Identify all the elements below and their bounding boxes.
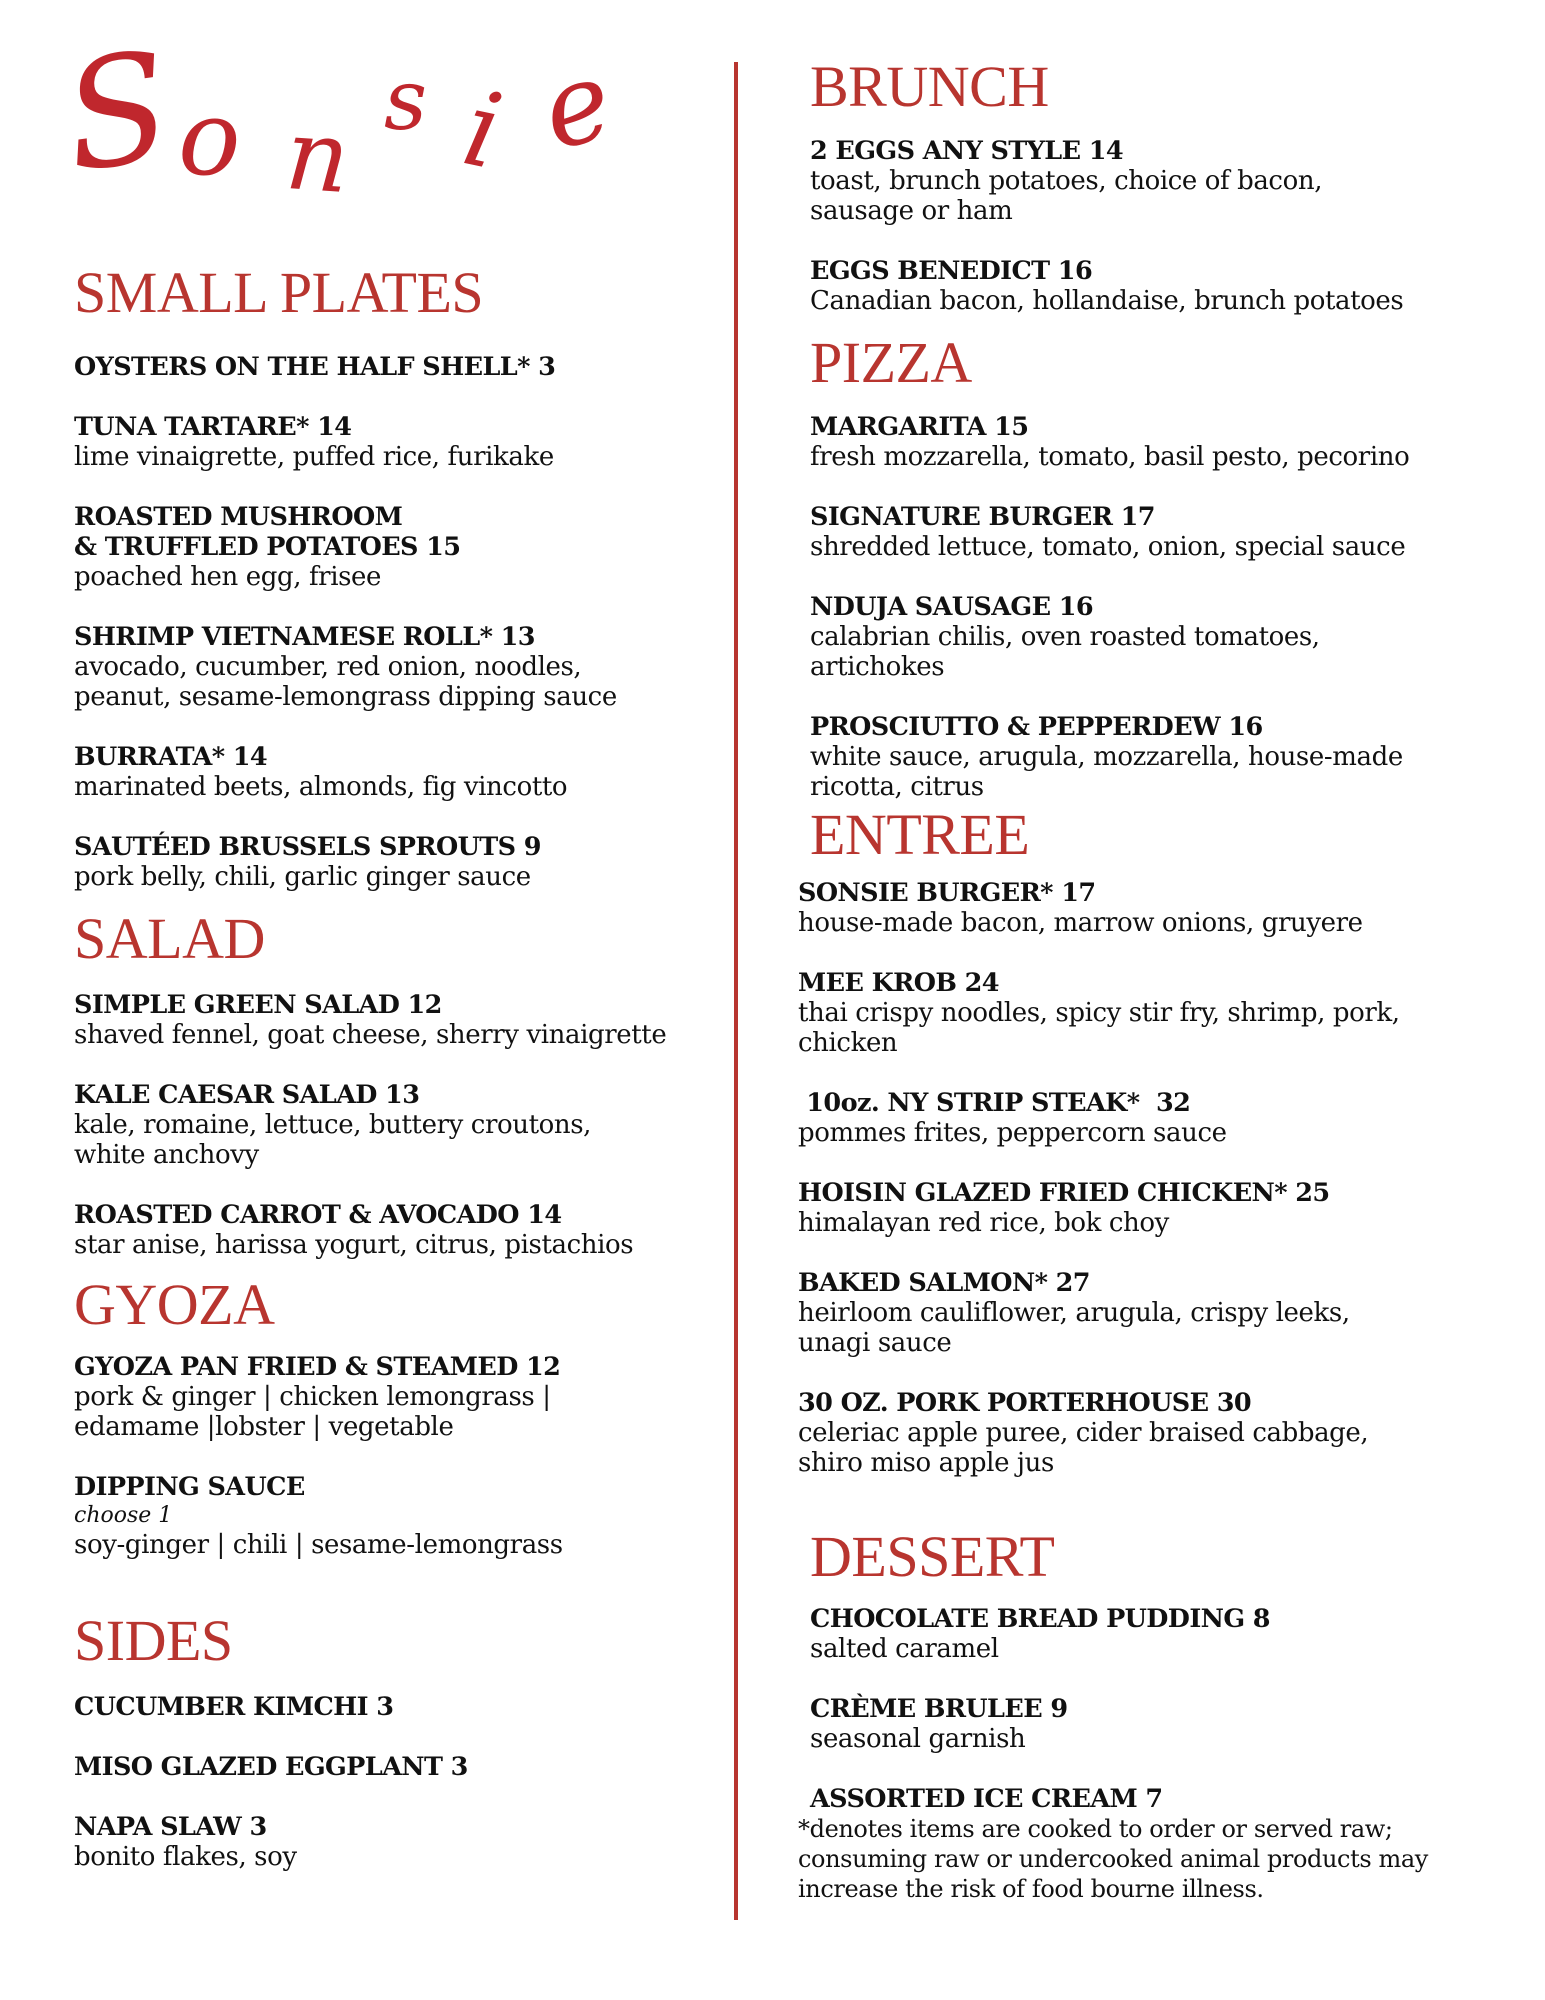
section-title: ENTREE <box>810 802 1030 867</box>
section-brunch <box>810 54 1510 316</box>
logo-letter-e: e <box>529 35 624 175</box>
item-name: ROASTED MUSHROOM <box>74 502 403 532</box>
item-description: avocado, cucumber, red onion, noodles, <box>74 652 582 682</box>
section-entree <box>798 802 1510 1478</box>
menu-item <box>74 1752 714 1782</box>
item-name: BAKED SALMON* 27 <box>798 1268 1090 1298</box>
item-description: fresh mozzarella, tomato, basil pesto, pecorino <box>810 442 1410 472</box>
item-name: MARGARITA 15 <box>810 412 1029 442</box>
item-name: MISO GLAZED EGGPLANT 3 <box>74 1752 468 1782</box>
item-description-line2: sausage or ham <box>810 196 1013 226</box>
item-name: GYOZA PAN FRIED & STEAMED 12 <box>74 1352 561 1382</box>
item-description: house-made bacon, marrow onions, gruyere <box>798 908 1363 938</box>
menu-item <box>810 592 1510 682</box>
item-description-line2: chicken <box>798 1028 898 1058</box>
item-name: CHOCOLATE BREAD PUDDING 8 <box>810 1604 1270 1634</box>
section-title: SALAD <box>74 906 265 971</box>
item-name: SONSIE BURGER* 17 <box>798 878 1096 908</box>
section-title: PIZZA <box>810 330 972 395</box>
menu-item <box>74 1080 714 1170</box>
item-description: himalayan red rice, bok choy <box>798 1208 1169 1238</box>
item-name: SIGNATURE BURGER 17 <box>810 502 1155 532</box>
item-name: OYSTERS ON THE HALF SHELL* 3 <box>74 352 556 382</box>
menu-item <box>810 1694 1510 1754</box>
section-title: GYOZA <box>74 1272 275 1337</box>
item-description: pommes frites, peppercorn sauce <box>798 1118 1227 1148</box>
item-description-line2: peanut, sesame-lemongrass dipping sauce <box>74 682 617 712</box>
section-small-plates <box>74 260 714 892</box>
section-sides <box>74 1608 714 1872</box>
item-description-line2: ricotta, citrus <box>810 772 984 802</box>
menu-item <box>74 1352 714 1442</box>
logo-letter-s2: s <box>384 51 428 149</box>
item-name: BURRATA* 14 <box>74 742 268 772</box>
item-name: 30 OZ. PORK PORTERHOUSE 30 <box>798 1388 1252 1418</box>
item-name: CRÈME BRULEE 9 <box>810 1694 1068 1724</box>
item-description: kale, romaine, lettuce, buttery croutons, <box>74 1110 592 1140</box>
item-name: CUCUMBER KIMCHI 3 <box>74 1692 394 1722</box>
item-description: seasonal garnish <box>810 1724 1026 1754</box>
item-name: ROASTED CARROT & AVOCADO 14 <box>74 1200 562 1230</box>
item-name: ASSORTED ICE CREAM 7 <box>810 1784 1163 1814</box>
menu-item <box>810 712 1510 802</box>
menu-item <box>810 136 1510 226</box>
menu-item <box>798 1178 1510 1238</box>
menu-item <box>74 1200 714 1260</box>
item-name: TUNA TARTARE* 14 <box>74 412 352 442</box>
section-title: BRUNCH <box>810 54 1049 119</box>
menu-item <box>810 502 1510 562</box>
item-description: shredded lettuce, tomato, onion, special sauce <box>810 532 1406 562</box>
item-description: Canadian bacon, hollandaise, brunch potatoes <box>810 286 1404 316</box>
item-description: shaved fennel, goat cheese, sherry vinaigrette <box>74 1020 667 1050</box>
item-description: heirloom cauliflower, arugula, crispy leeks, <box>798 1298 1350 1328</box>
item-description: star anise, harissa yogurt, citrus, pistachios <box>74 1230 634 1260</box>
menu-item <box>74 412 714 472</box>
menu-item <box>798 1388 1510 1478</box>
item-description: thai crispy noodles, spicy stir fry, shrimp, pork, <box>798 998 1400 1028</box>
item-name: NDUJA SAUSAGE 16 <box>810 592 1094 622</box>
raw-food-disclaimer <box>798 1814 1510 1904</box>
item-note: choose 1 <box>74 1503 173 1528</box>
menu-item <box>74 352 714 382</box>
item-description-line2: artichokes <box>810 652 945 682</box>
menu-item <box>798 878 1510 938</box>
menu-item <box>810 1784 1510 1814</box>
menu-item <box>798 968 1510 1058</box>
left-column <box>74 260 714 1872</box>
item-name: SIMPLE GREEN SALAD 12 <box>74 990 442 1020</box>
menu-item <box>74 622 714 712</box>
menu-item <box>74 502 714 592</box>
menu-item <box>74 1812 714 1872</box>
item-description-line2: unagi sauce <box>798 1328 952 1358</box>
item-description: bonito flakes, soy <box>74 1842 297 1872</box>
logo-letter-i: i <box>453 66 512 194</box>
item-description: white sauce, arugula, mozzarella, house-made <box>810 742 1403 772</box>
right-column <box>798 54 1510 1904</box>
item-name: DIPPING SAUCE <box>74 1472 305 1502</box>
menu-item <box>74 742 714 802</box>
item-description: marinated beets, almonds, fig vincotto <box>74 772 568 802</box>
item-name: NAPA SLAW 3 <box>74 1812 267 1842</box>
item-name: SAUTÉED BRUSSELS SPROUTS 9 <box>74 832 541 862</box>
item-name: 2 EGGS ANY STYLE 14 <box>810 136 1124 166</box>
section-pizza <box>810 330 1510 802</box>
item-description: toast, brunch potatoes, choice of bacon, <box>810 166 1323 196</box>
section-gyoza <box>74 1272 714 1560</box>
footnote-line: increase the risk of food bourne illness. <box>798 1875 1264 1903</box>
item-name: MEE KROB 24 <box>798 968 999 998</box>
item-description: pork belly, chili, garlic ginger sauce <box>74 862 531 892</box>
logo-letter-n: n <box>282 97 354 217</box>
menu-item <box>798 1268 1510 1358</box>
item-description: soy-ginger | chili | sesame-lemongrass <box>74 1530 563 1560</box>
item-description-line2: edamame |lobster | vegetable <box>74 1412 454 1442</box>
item-description: salted caramel <box>810 1634 999 1664</box>
footnote-line: consuming raw or undercooked animal products may <box>798 1845 1428 1873</box>
item-description-line2: shiro miso apple jus <box>798 1448 1054 1478</box>
item-description: celeriac apple puree, cider braised cabbage, <box>798 1418 1369 1448</box>
menu-item <box>74 1472 714 1560</box>
item-name: KALE CAESAR SALAD 13 <box>74 1080 420 1110</box>
menu-item <box>74 832 714 892</box>
menu-item <box>798 1088 1510 1148</box>
item-description: calabrian chilis, oven roasted tomatoes, <box>810 622 1320 652</box>
section-dessert <box>798 1524 1510 1904</box>
column-divider <box>734 62 738 1920</box>
menu-item <box>810 1604 1510 1664</box>
item-name: EGGS BENEDICT 16 <box>810 256 1093 286</box>
item-name: SHRIMP VIETNAMESE ROLL* 13 <box>74 622 535 652</box>
item-description: poached hen egg, frisee <box>74 562 382 592</box>
section-salad <box>74 906 714 1260</box>
footnote-line: *denotes items are cooked to order or served raw; <box>798 1815 1393 1843</box>
item-name: HOISIN GLAZED FRIED CHICKEN* 25 <box>798 1178 1330 1208</box>
menu-item <box>74 990 714 1050</box>
logo <box>54 19 666 220</box>
section-title: SIDES <box>74 1608 233 1673</box>
logo-letter-s: S <box>54 19 181 207</box>
item-name: PROSCIUTTO & PEPPERDEW 16 <box>810 712 1263 742</box>
menu-item <box>810 412 1510 472</box>
item-name-line2: & TRUFFLED POTATOES 15 <box>74 532 461 562</box>
item-description: lime vinaigrette, puffed rice, furikake <box>74 442 554 472</box>
section-title: DESSERT <box>810 1524 1055 1589</box>
item-description-line2: white anchovy <box>74 1140 259 1170</box>
menu-item <box>810 256 1510 316</box>
section-title: SMALL PLATES <box>74 260 484 325</box>
item-name: 10oz. NY STRIP STEAK* 32 <box>798 1088 1191 1118</box>
menu-item <box>74 1692 714 1722</box>
item-description: pork & ginger | chicken lemongrass | <box>74 1382 551 1412</box>
logo-letter-o: o <box>178 77 241 199</box>
